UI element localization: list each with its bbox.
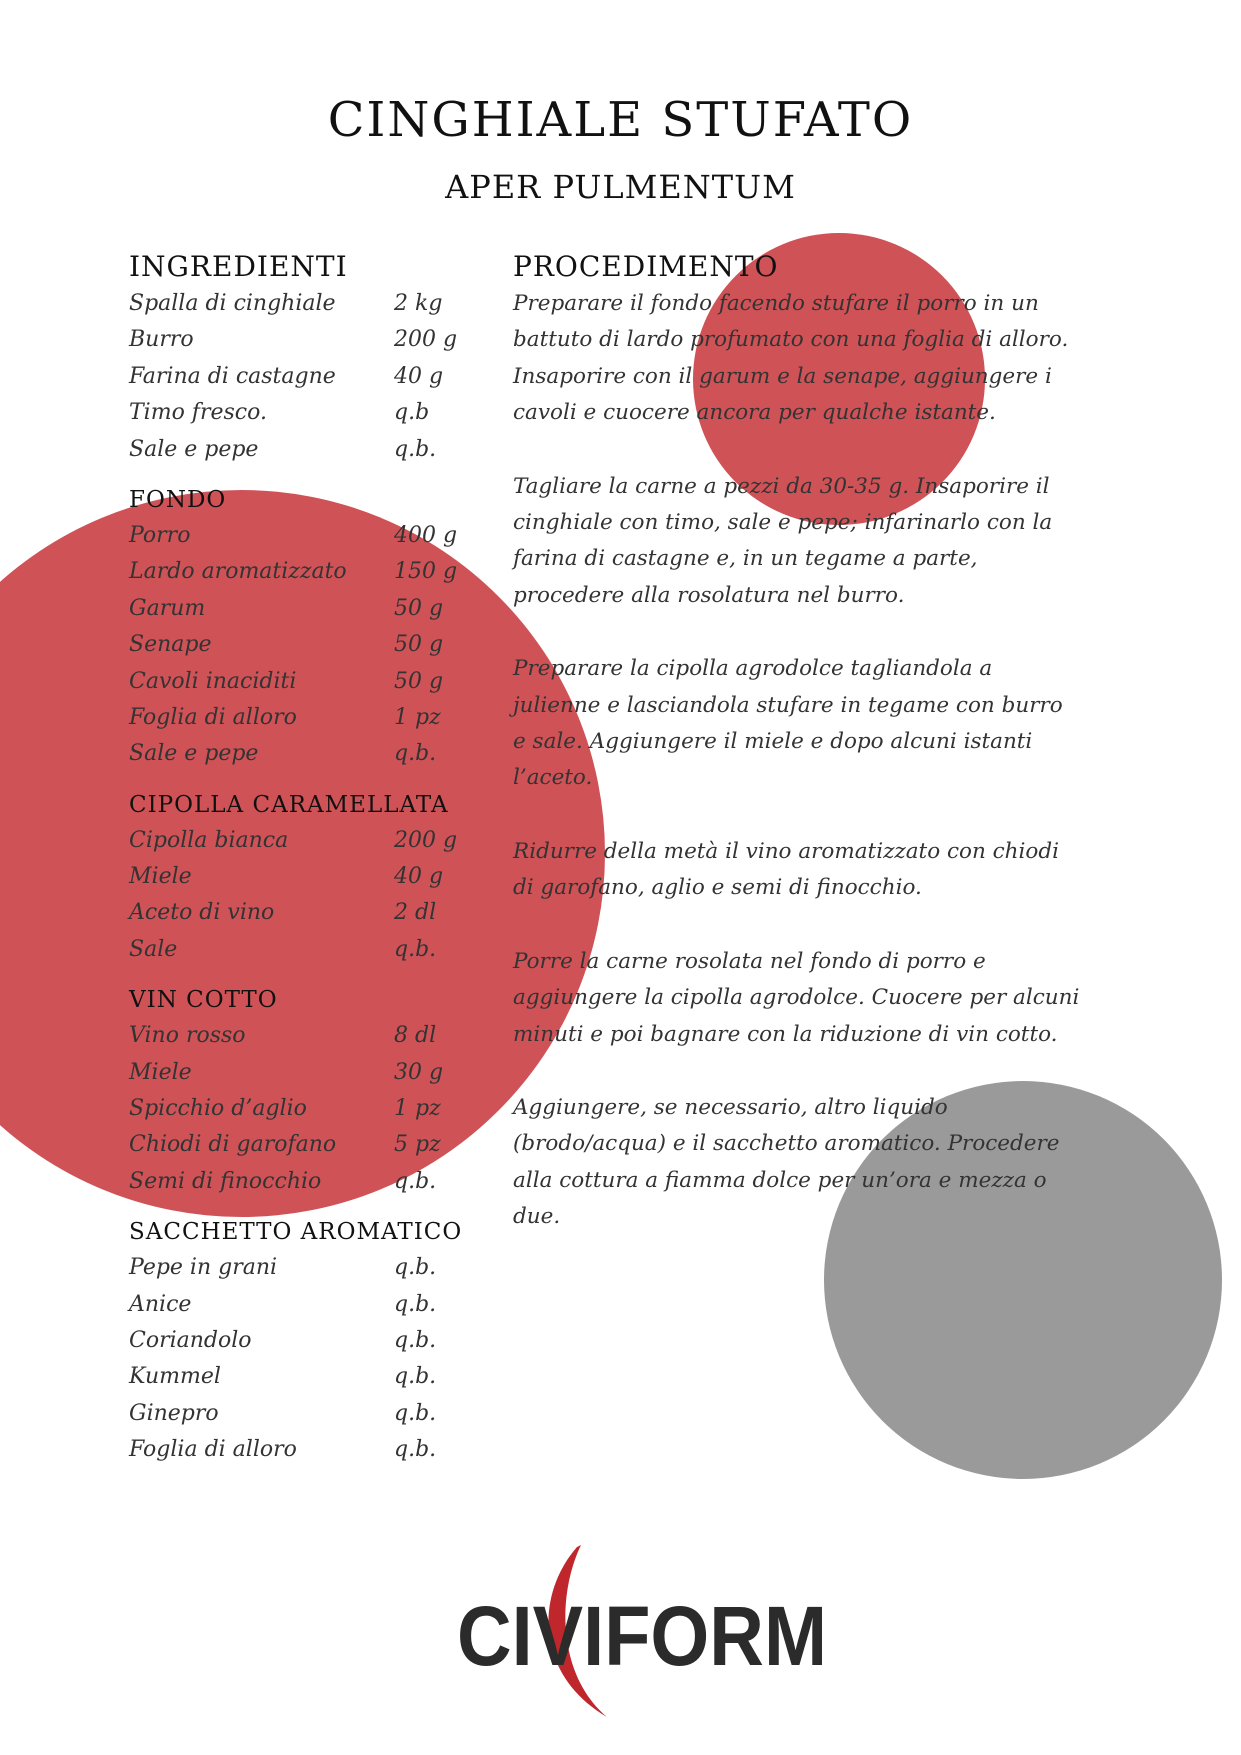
ingredient-quantity: 150 g	[394, 559, 458, 585]
procedure-line: aggiungere la cipolla agrodolce. Cuocere per alcuni	[513, 985, 1080, 1011]
section-heading: FONDO	[129, 486, 227, 513]
procedure-line: cavoli e cuocere ancora per qualche istante.	[513, 400, 996, 426]
cipolla-section	[129, 787, 489, 969]
ingredient-row	[129, 322, 489, 358]
ingredient-name: Kummel	[129, 1364, 221, 1390]
ingredient-row	[129, 859, 489, 895]
ingredient-quantity: 1 pz	[394, 704, 441, 730]
ingredient-row	[129, 627, 489, 663]
ingredient-row	[129, 895, 489, 931]
ingredient-quantity: 5 pz	[394, 1132, 441, 1158]
ingredient-row	[129, 1287, 489, 1323]
procedure-step	[513, 286, 1138, 432]
procedure-line: cinghiale con timo, sale e pepe; infarinarlo con la	[513, 510, 1053, 536]
procedure-line: Tagliare la carne a pezzi da 30-35 g. Insaporire il	[513, 473, 1050, 499]
ingredient-quantity: 200 g	[394, 327, 458, 353]
procedure-line: minuti e poi bagnare con la riduzione di vin cotto.	[513, 1021, 1058, 1047]
procedure-step	[513, 469, 1138, 615]
ingredient-row	[129, 395, 489, 431]
ingredient-name: Cipolla bianca	[129, 827, 289, 853]
ingredient-name: Vino rosso	[129, 1023, 246, 1049]
civiform-logo-mark	[457, 1535, 837, 1725]
ingredients-section	[129, 248, 489, 468]
ingredient-row	[129, 1323, 489, 1359]
section-heading: CIPOLLA CARAMELLATA	[129, 791, 449, 818]
section-heading: INGREDIENTI	[129, 250, 348, 283]
ingredient-row	[129, 736, 489, 772]
ingredient-row	[129, 518, 489, 554]
ingredient-name: Coriandolo	[129, 1327, 252, 1353]
procedure-line: farina di castagne e, in un tegame a parte,	[513, 546, 978, 572]
ingredient-quantity: 2 kg	[394, 291, 443, 316]
section-heading: VIN COTTO	[129, 987, 278, 1014]
ingredient-quantity: q.b.	[394, 1168, 437, 1194]
ingredient-name: Burro	[129, 327, 194, 353]
ingredient-name: Spicchio d’aglio	[129, 1096, 307, 1122]
ingredient-row	[129, 359, 489, 395]
ingredient-row	[129, 1359, 489, 1395]
ingredient-name: Sale e pepe	[129, 741, 259, 767]
procedure-line: Ridurre della metà il vino aromatizzato con chiodi	[513, 838, 1059, 864]
sacchetto-section	[129, 1214, 489, 1468]
ingredient-name: Semi di finocchio	[129, 1168, 322, 1194]
ingredient-row	[129, 1164, 489, 1200]
ingredient-quantity: q.b.	[394, 936, 437, 962]
procedure-heading: PROCEDIMENTO	[513, 250, 779, 283]
ingredient-quantity: q.b.	[394, 1364, 437, 1390]
ingredient-row	[129, 1091, 489, 1127]
ingredient-quantity: 50 g	[394, 632, 444, 658]
procedure-line: procedere alla rosolatura nel burro.	[513, 582, 905, 608]
procedure-line: Insaporire con il garum e la senape, aggiungere i	[513, 363, 1052, 389]
ingredient-quantity: 50 g	[394, 668, 444, 694]
ingredient-quantity: 30 g	[394, 1059, 444, 1085]
ingredient-name: Sale	[129, 936, 178, 962]
ingredient-quantity: 2 dl	[394, 900, 437, 926]
ingredient-row	[129, 700, 489, 736]
ingredient-name: Pepe in grani	[129, 1255, 278, 1281]
procedure-line: due.	[513, 1204, 561, 1230]
procedure-line: Preparare il fondo facendo stufare il porro in un	[513, 291, 1039, 316]
ingredient-name: Sale e pepe	[129, 436, 259, 462]
ingredient-name: Timo fresco.	[129, 400, 267, 426]
procedure-step	[513, 834, 1138, 907]
ingredient-row	[129, 1250, 489, 1286]
ingredient-name: Foglia di alloro	[129, 1437, 297, 1463]
ingredient-quantity: q.b.	[394, 1400, 437, 1426]
ingredient-quantity: 1 pz	[394, 1096, 441, 1122]
procedure-line: Porre la carne rosolata nel fondo di porro e	[513, 948, 986, 974]
ingredient-quantity: q.b.	[394, 1437, 437, 1463]
ingredient-row	[129, 591, 489, 627]
ingredient-quantity: q.b.	[394, 1291, 437, 1317]
ingredient-row	[129, 1432, 489, 1468]
vin-cotto-section	[129, 982, 489, 1200]
ingredient-name: Lardo aromatizzato	[129, 559, 347, 585]
procedure-line: alla cottura a fiamma dolce per un’ora e mezza o	[513, 1167, 1047, 1193]
ingredient-name: Farina di castagne	[129, 363, 336, 389]
section-heading: SACCHETTO AROMATICO	[129, 1219, 463, 1246]
page-subtitle: APER PULMENTUM	[445, 168, 796, 206]
procedure-step	[513, 1090, 1138, 1236]
ingredient-name: Miele	[129, 864, 192, 890]
ingredient-row	[129, 1018, 489, 1054]
ingredient-quantity: q.b.	[394, 1255, 437, 1281]
procedure-line: e sale. Aggiungere il miele e dopo alcuni istanti	[513, 729, 1033, 755]
ingredient-row	[129, 286, 489, 322]
fondo-section	[129, 482, 489, 773]
ingredient-name: Garum	[129, 595, 206, 621]
civiform-logo	[457, 1535, 837, 1725]
ingredient-name: Spalla di cinghiale	[129, 291, 336, 316]
ingredient-quantity: q.b	[394, 400, 430, 426]
ingredient-quantity: 40 g	[394, 864, 444, 890]
ingredient-row	[129, 1055, 489, 1091]
ingredient-name: Porro	[129, 522, 191, 548]
ingredient-row	[129, 932, 489, 968]
ingredients-column	[129, 248, 489, 1483]
procedure-line: julienne e lasciandola stufare in tegame con burro	[513, 692, 1063, 718]
ingredient-name: Cavoli inaciditi	[129, 668, 297, 694]
procedure-column	[513, 248, 1138, 1273]
procedure-line: l’aceto.	[513, 765, 593, 791]
procedure-line: Preparare la cipolla agrodolce tagliandola a	[513, 656, 993, 682]
ingredient-row	[129, 1396, 489, 1432]
ingredient-row	[129, 432, 489, 468]
ingredient-quantity: q.b.	[394, 741, 437, 767]
ingredient-name: Chiodi di garofano	[129, 1132, 337, 1158]
procedure-line: (brodo/acqua) e il sacchetto aromatico. Procedere	[513, 1131, 1060, 1157]
ingredient-row	[129, 1127, 489, 1163]
procedure-step	[513, 944, 1138, 1053]
ingredient-quantity: 200 g	[394, 827, 458, 853]
ingredient-name: Foglia di alloro	[129, 704, 297, 730]
procedure-line: battuto di lardo profumato con una foglia di alloro.	[513, 327, 1069, 353]
ingredient-name: Miele	[129, 1059, 192, 1085]
ingredient-row	[129, 664, 489, 700]
procedure-line: Aggiungere, se necessario, altro liquido	[513, 1094, 948, 1120]
page-title: CINGHIALE STUFATO	[327, 92, 914, 148]
ingredient-quantity: 400 g	[394, 522, 458, 548]
procedure-paragraphs	[513, 286, 1138, 1236]
logo-wordmark: CIVIFORM	[457, 1589, 827, 1683]
procedure-line: di garofano, aglio e semi di finocchio.	[513, 875, 922, 901]
ingredient-quantity: q.b.	[394, 1327, 437, 1353]
ingredient-quantity: q.b.	[394, 436, 437, 462]
ingredient-row	[129, 823, 489, 859]
ingredient-row	[129, 554, 489, 590]
ingredient-name: Aceto di vino	[129, 900, 275, 926]
ingredient-quantity: 40 g	[394, 363, 444, 389]
ingredient-name: Anice	[129, 1291, 192, 1317]
ingredient-name: Ginepro	[129, 1400, 219, 1426]
procedure-step	[513, 651, 1138, 797]
ingredient-quantity: 8 dl	[394, 1023, 437, 1049]
ingredient-name: Senape	[129, 632, 212, 658]
ingredient-quantity: 50 g	[394, 595, 444, 621]
